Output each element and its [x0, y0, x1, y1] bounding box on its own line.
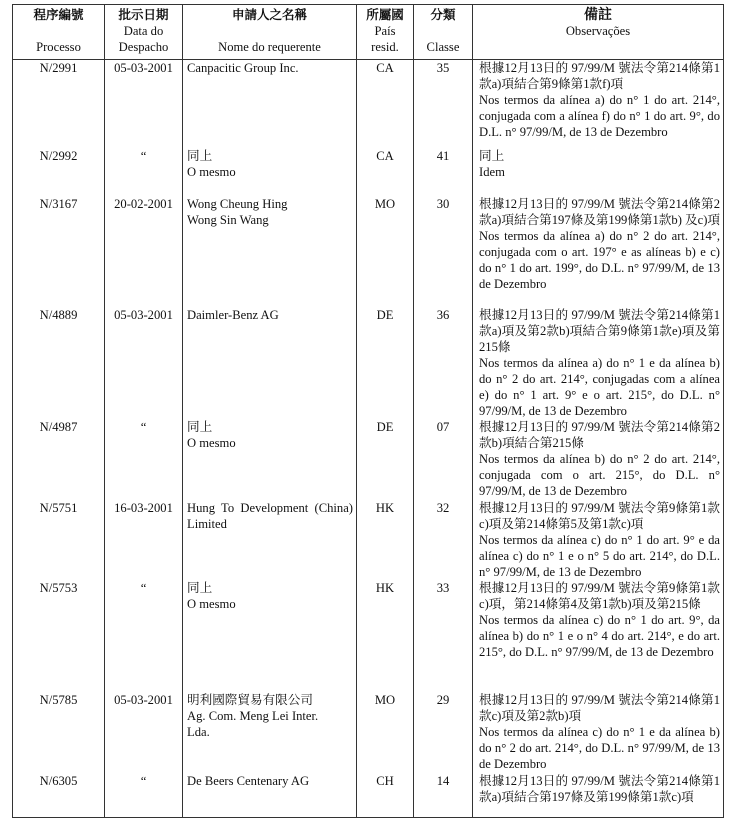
header-nome: 申請人之名稱 Nome do requerente [183, 5, 357, 60]
pais-cell: CA [357, 60, 414, 148]
table-row [13, 196, 724, 307]
processo-cell: N/5785 [13, 692, 105, 773]
nome-cell [183, 500, 357, 580]
data-cell: “ [105, 773, 183, 818]
data-cell: “ [105, 419, 183, 500]
obs-pt: Nos termos da alínea b) do n° 2 do art. 214°, conjugada com o art. 215°, do D.L. n° 97/99/M, de 13 de Dezembro [479, 451, 720, 498]
nome-line: 同上 [187, 148, 213, 163]
pais-cell: MO [357, 692, 414, 773]
obs-zh: 根據12月13日的 97/99/M 號法令第214條第1款a)項及第2款b)項結合第9條第1款e)項及第215條 [479, 307, 720, 354]
table-header [13, 5, 724, 60]
data-cell: “ [105, 148, 183, 196]
obs-cell [473, 692, 724, 773]
obs-pt: Nos termos da alínea a) do n° 1 e da alínea b) do n° 2 do art. 214°, conjugadas com a alínea e) do n° 1 art. 9° e o art. 215°, do D.L. n° 97/99/M, de 13 de Dezembro [479, 355, 720, 418]
nome-cell [183, 196, 357, 307]
table-row [13, 419, 724, 500]
nome-line: Canpacitic Group Inc. [187, 61, 299, 75]
nome-line: Wong Cheung Hing [187, 196, 288, 211]
obs-cell [473, 60, 724, 148]
obs-zh: 同上 [479, 148, 505, 163]
nome-cell [183, 580, 357, 692]
processo-cell: N/5751 [13, 500, 105, 580]
obs-cell [473, 773, 724, 818]
pais-cell: CA [357, 148, 414, 196]
nome-line: De Beers Centenary AG [187, 773, 310, 788]
header-classe: 分類 Classe [414, 5, 473, 60]
nome-line: Ag. Com. Meng Lei Inter. [187, 708, 319, 723]
table-row [13, 692, 724, 773]
pais-cell: DE [357, 419, 414, 500]
obs-zh: 根據12月13日的 97/99/M 號法令第214條第2款a)項結合第197條及第199條第1款b) 及c)項 [479, 196, 721, 227]
obs-zh: 根據12月13日的 97/99/M 號法令第214條第2款b)項結合第215條 [479, 419, 720, 450]
obs-zh: 根據12月13日的 97/99/M 號法令第214條第1款c)項及第2款b)項 [479, 692, 720, 723]
nome-line: 同上 [187, 419, 213, 434]
nome-cell [183, 692, 357, 773]
pais-cell: CH [357, 773, 414, 818]
nome-cell [183, 60, 357, 148]
nome-line: Lda. [187, 724, 210, 739]
processo-cell: N/5753 [13, 580, 105, 692]
table-row [13, 500, 724, 580]
classe-cell: 33 [414, 580, 473, 692]
processo-cell: N/4889 [13, 307, 105, 419]
obs-cell [473, 580, 724, 692]
nome-line: 同上 [187, 580, 213, 595]
obs-zh: 根據12月13日的 97/99/M 號法令第9條第1款c)項及第214條第5及第1款c)項 [479, 500, 720, 531]
header-pais: 所屬國 País resid. [357, 5, 414, 60]
data-cell: 20-02-2001 [105, 196, 183, 307]
processo-cell: N/6305 [13, 773, 105, 818]
nome-line: O mesmo [187, 596, 236, 611]
classe-cell: 32 [414, 500, 473, 580]
table-row [13, 773, 724, 818]
header-obs: 備註 Observações [473, 5, 724, 60]
data-cell: 16-03-2001 [105, 500, 183, 580]
nome-line: Wong Sin Wang [187, 212, 269, 227]
table-row [13, 60, 724, 148]
obs-cell [473, 500, 724, 580]
data-cell: “ [105, 580, 183, 692]
table-row [13, 148, 724, 196]
obs-cell [473, 196, 724, 307]
obs-cell [473, 148, 724, 196]
obs-pt: Nos termos da alínea c) do n° 1 e da alínea b) do n° 2 do art. 214°, do D.L. n° 97/99/M, de 13 de Dezembro [479, 724, 720, 771]
table-row [13, 580, 724, 692]
obs-pt: Nos termos da alínea a) do n° 2 do art. 214°, conjugada com o art. 197° e as alíneas b) e c) do n° 1 do art. 199°, do D.L. n° 97/99/M, de 13 de Dezembro [479, 228, 720, 291]
processo-cell: N/4987 [13, 419, 105, 500]
data-cell: 05-03-2001 [105, 692, 183, 773]
nome-line: O mesmo [187, 164, 236, 179]
nome-cell [183, 773, 357, 818]
pais-cell: DE [357, 307, 414, 419]
pais-cell: HK [357, 580, 414, 692]
obs-zh: 根據12月13日的 97/99/M 號法令第9條第1款c)項，第214條第4及第1款b)項及第215條 [479, 580, 720, 611]
pais-cell: MO [357, 196, 414, 307]
nome-cell [183, 419, 357, 500]
table-row [13, 307, 724, 419]
header-processo: 程序編號 Processo [13, 5, 105, 60]
classe-cell: 35 [414, 60, 473, 148]
obs-pt: Nos termos da alínea c) do n° 1 do art. 9° e da alínea c) do n° 1 e o n° 5 do art. 214°, do D.L. n° 97/99/M, de 13 de Dezembro [479, 532, 720, 579]
data-cell: 05-03-2001 [105, 307, 183, 419]
classe-cell: 07 [414, 419, 473, 500]
classe-cell: 36 [414, 307, 473, 419]
nome-cell [183, 307, 357, 419]
obs-zh: 根據12月13日的 97/99/M 號法令第214條第1款a)項結合第9條第1款f)項 [479, 61, 720, 91]
pais-cell: HK [357, 500, 414, 580]
nome-line: Hung To Development (China) Limited [187, 500, 353, 531]
nome-line: O mesmo [187, 435, 236, 450]
obs-cell [473, 307, 724, 419]
header-data: 批示日期 Data do Despacho [105, 5, 183, 60]
nome-cell [183, 148, 357, 196]
classe-cell: 29 [414, 692, 473, 773]
obs-pt: Nos termos da alínea c) do n° 1 do art. 9°, da alínea b) do n° 1 e o n° 4 do art. 214°, e do art. 215°, do D.L. n° 97/99/M, de 13 de Dezembro [479, 612, 720, 659]
nome-line: 明利國際貿易有限公司 [187, 692, 313, 707]
classe-cell: 41 [414, 148, 473, 196]
processo-cell: N/2991 [13, 60, 105, 148]
obs-zh: 根據12月13日的 97/99/M 號法令第214條第1款a)項結合第197條及第199條第1款c)項 [479, 773, 720, 804]
processo-cell: N/3167 [13, 196, 105, 307]
processo-cell: N/2992 [13, 148, 105, 196]
obs-pt: Idem [479, 164, 505, 179]
classe-cell: 14 [414, 773, 473, 818]
classe-cell: 30 [414, 196, 473, 307]
nome-line: Daimler-Benz AG [187, 307, 279, 322]
obs-cell [473, 419, 724, 500]
data-cell: 05-03-2001 [105, 60, 183, 148]
despachos-table [12, 4, 724, 818]
obs-pt: Nos termos da alínea a) do n° 1 do art. 214°, conjugada com a alínea f) do n° 1 do art. 9°, do D.L. n° 97/99/M, de 13 de Dezembro [479, 93, 720, 139]
